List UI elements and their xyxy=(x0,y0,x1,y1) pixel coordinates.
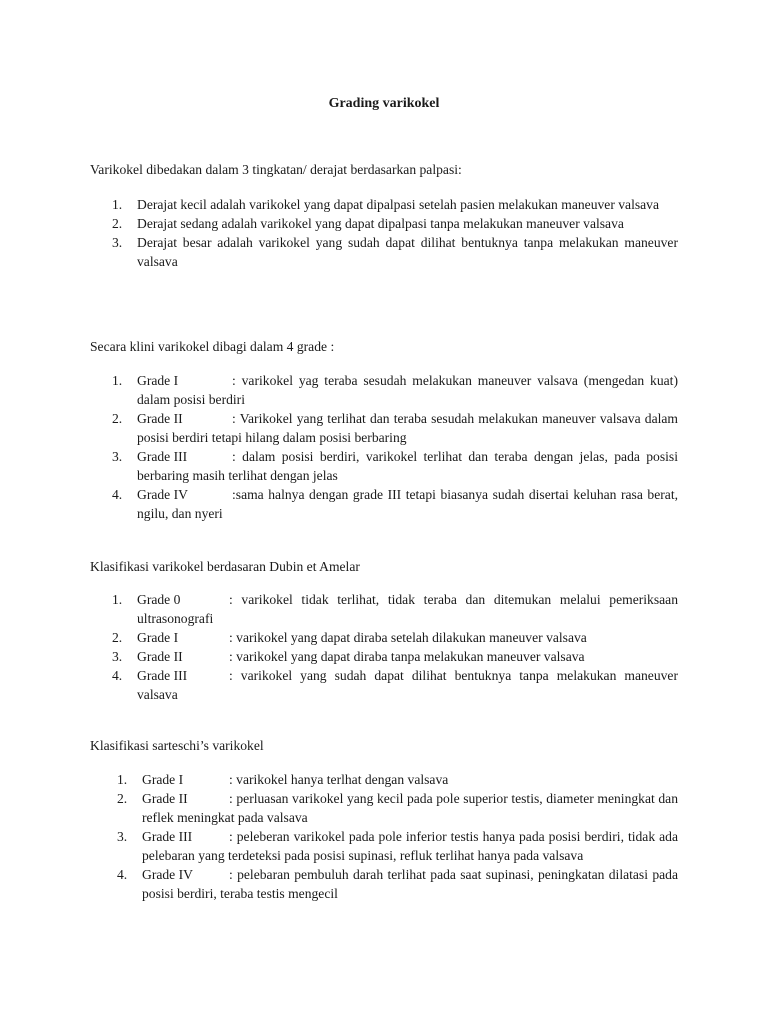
list-item xyxy=(90,447,678,485)
section3-intro: Klasifikasi varikokel berdasaran Dubin et Amelar xyxy=(90,559,360,574)
section4-list xyxy=(90,770,678,903)
list-text: : peleberan varikokel pada pole inferior testis hanya pada posisi berdiri, tidak ada pelebaran yang terdeteksi pada posisi supinasi, refluk terlihat hanya pada valsava xyxy=(142,829,678,863)
section1-intro: Varikokel dibedakan dalam 3 tingkatan/ derajat berdasarkan palpasi: xyxy=(90,162,462,177)
list-item xyxy=(90,409,678,447)
list-number: 1. xyxy=(112,592,123,607)
list-item xyxy=(90,789,678,827)
list-text: : pelebaran pembuluh darah terlihat pada saat supinasi, peningkatan dilatasi pada posisi berdiri, teraba testis mengecil xyxy=(142,867,678,901)
grade-label: Grade III xyxy=(142,829,193,844)
list-number: 1. xyxy=(112,197,123,212)
section4-intro: Klasifikasi sarteschi’s varikokel xyxy=(90,738,264,753)
list-text: : varikokel yang sudah dapat dilihat bentuknya tanpa melakukan maneuver valsava xyxy=(137,668,678,702)
list-number: 2. xyxy=(112,411,123,426)
list-text: Derajat besar adalah varikokel yang sudah dapat dilihat bentuknya tanpa melakukan maneuver valsava xyxy=(137,235,678,269)
list-item xyxy=(90,371,678,409)
list-item xyxy=(90,865,678,903)
list-number: 4. xyxy=(112,487,123,502)
grade-label: Grade III xyxy=(137,449,188,464)
list-number: 4. xyxy=(117,867,128,882)
list-number: 2. xyxy=(112,216,123,231)
grade-label: Grade 0 xyxy=(137,592,181,607)
list-number: 1. xyxy=(112,373,123,388)
grade-label: Grade II xyxy=(142,791,188,806)
list-text: : perluasan varikokel yang kecil pada pole superior testis, diameter meningkat dan reflek meningkat pada valsava xyxy=(142,791,678,825)
section1-list xyxy=(90,195,678,271)
list-item xyxy=(90,485,678,523)
list-number: 4. xyxy=(112,668,123,683)
list-item xyxy=(90,666,678,704)
grade-label: Grade I xyxy=(142,772,184,787)
grade-label: Grade III xyxy=(137,668,188,683)
list-text: : varikokel yang dapat diraba setelah dilakukan maneuver valsava xyxy=(229,630,587,645)
section3-list xyxy=(90,590,678,704)
section2-intro: Secara klini varikokel dibagi dalam 4 grade : xyxy=(90,339,335,354)
grade-label: Grade I xyxy=(137,373,179,388)
list-item xyxy=(90,233,678,271)
list-text: :sama halnya dengan grade III tetapi biasanya sudah disertai keluhan rasa berat, ngilu, dan nyeri xyxy=(137,487,678,521)
grade-label: Grade IV xyxy=(142,867,193,882)
list-text: Derajat sedang adalah varikokel yang dapat dipalpasi tanpa melakukan maneuver valsava xyxy=(137,216,624,231)
list-item xyxy=(90,647,678,666)
grade-label: Grade IV xyxy=(137,487,188,502)
list-text: Derajat kecil adalah varikokel yang dapat dipalpasi setelah pasien melakukan maneuver valsava xyxy=(137,197,660,212)
list-number: 3. xyxy=(117,829,128,844)
list-number: 3. xyxy=(112,449,123,464)
grade-label: Grade II xyxy=(137,411,183,426)
list-text: : Varikokel yang terlihat dan teraba sesudah melakukan maneuver valsava dalam posisi berdiri tetapi hilang dalam posisi berbaring xyxy=(137,411,678,445)
list-number: 2. xyxy=(117,791,128,806)
list-text: : varikokel yang dapat diraba tanpa melakukan maneuver valsava xyxy=(229,649,585,664)
list-number: 3. xyxy=(112,649,123,664)
list-text: : varikokel hanya terlhat dengan valsava xyxy=(229,772,449,787)
list-number: 2. xyxy=(112,630,123,645)
list-item xyxy=(90,195,678,214)
list-number: 1. xyxy=(117,772,128,787)
list-text: : varikokel tidak terlihat, tidak teraba dan ditemukan melalui pemeriksaan ultrasonografi xyxy=(137,592,678,626)
section2-list xyxy=(90,371,678,523)
list-item xyxy=(90,827,678,865)
grade-label: Grade II xyxy=(137,649,183,664)
page-title: Grading varikokel xyxy=(328,96,440,111)
list-item xyxy=(90,214,678,233)
list-text: : varikokel yag teraba sesudah melakukan maneuver valsava (mengedan kuat) dalam posisi berdiri xyxy=(137,373,678,407)
list-number: 3. xyxy=(112,235,123,250)
grade-label: Grade I xyxy=(137,630,179,645)
list-item xyxy=(90,770,678,789)
list-item xyxy=(90,628,678,647)
list-item xyxy=(90,590,678,628)
list-text: : dalam posisi berdiri, varikokel terlihat dan teraba dengan jelas, pada posisi berbaring masih terlihat dengan jelas xyxy=(137,449,678,483)
